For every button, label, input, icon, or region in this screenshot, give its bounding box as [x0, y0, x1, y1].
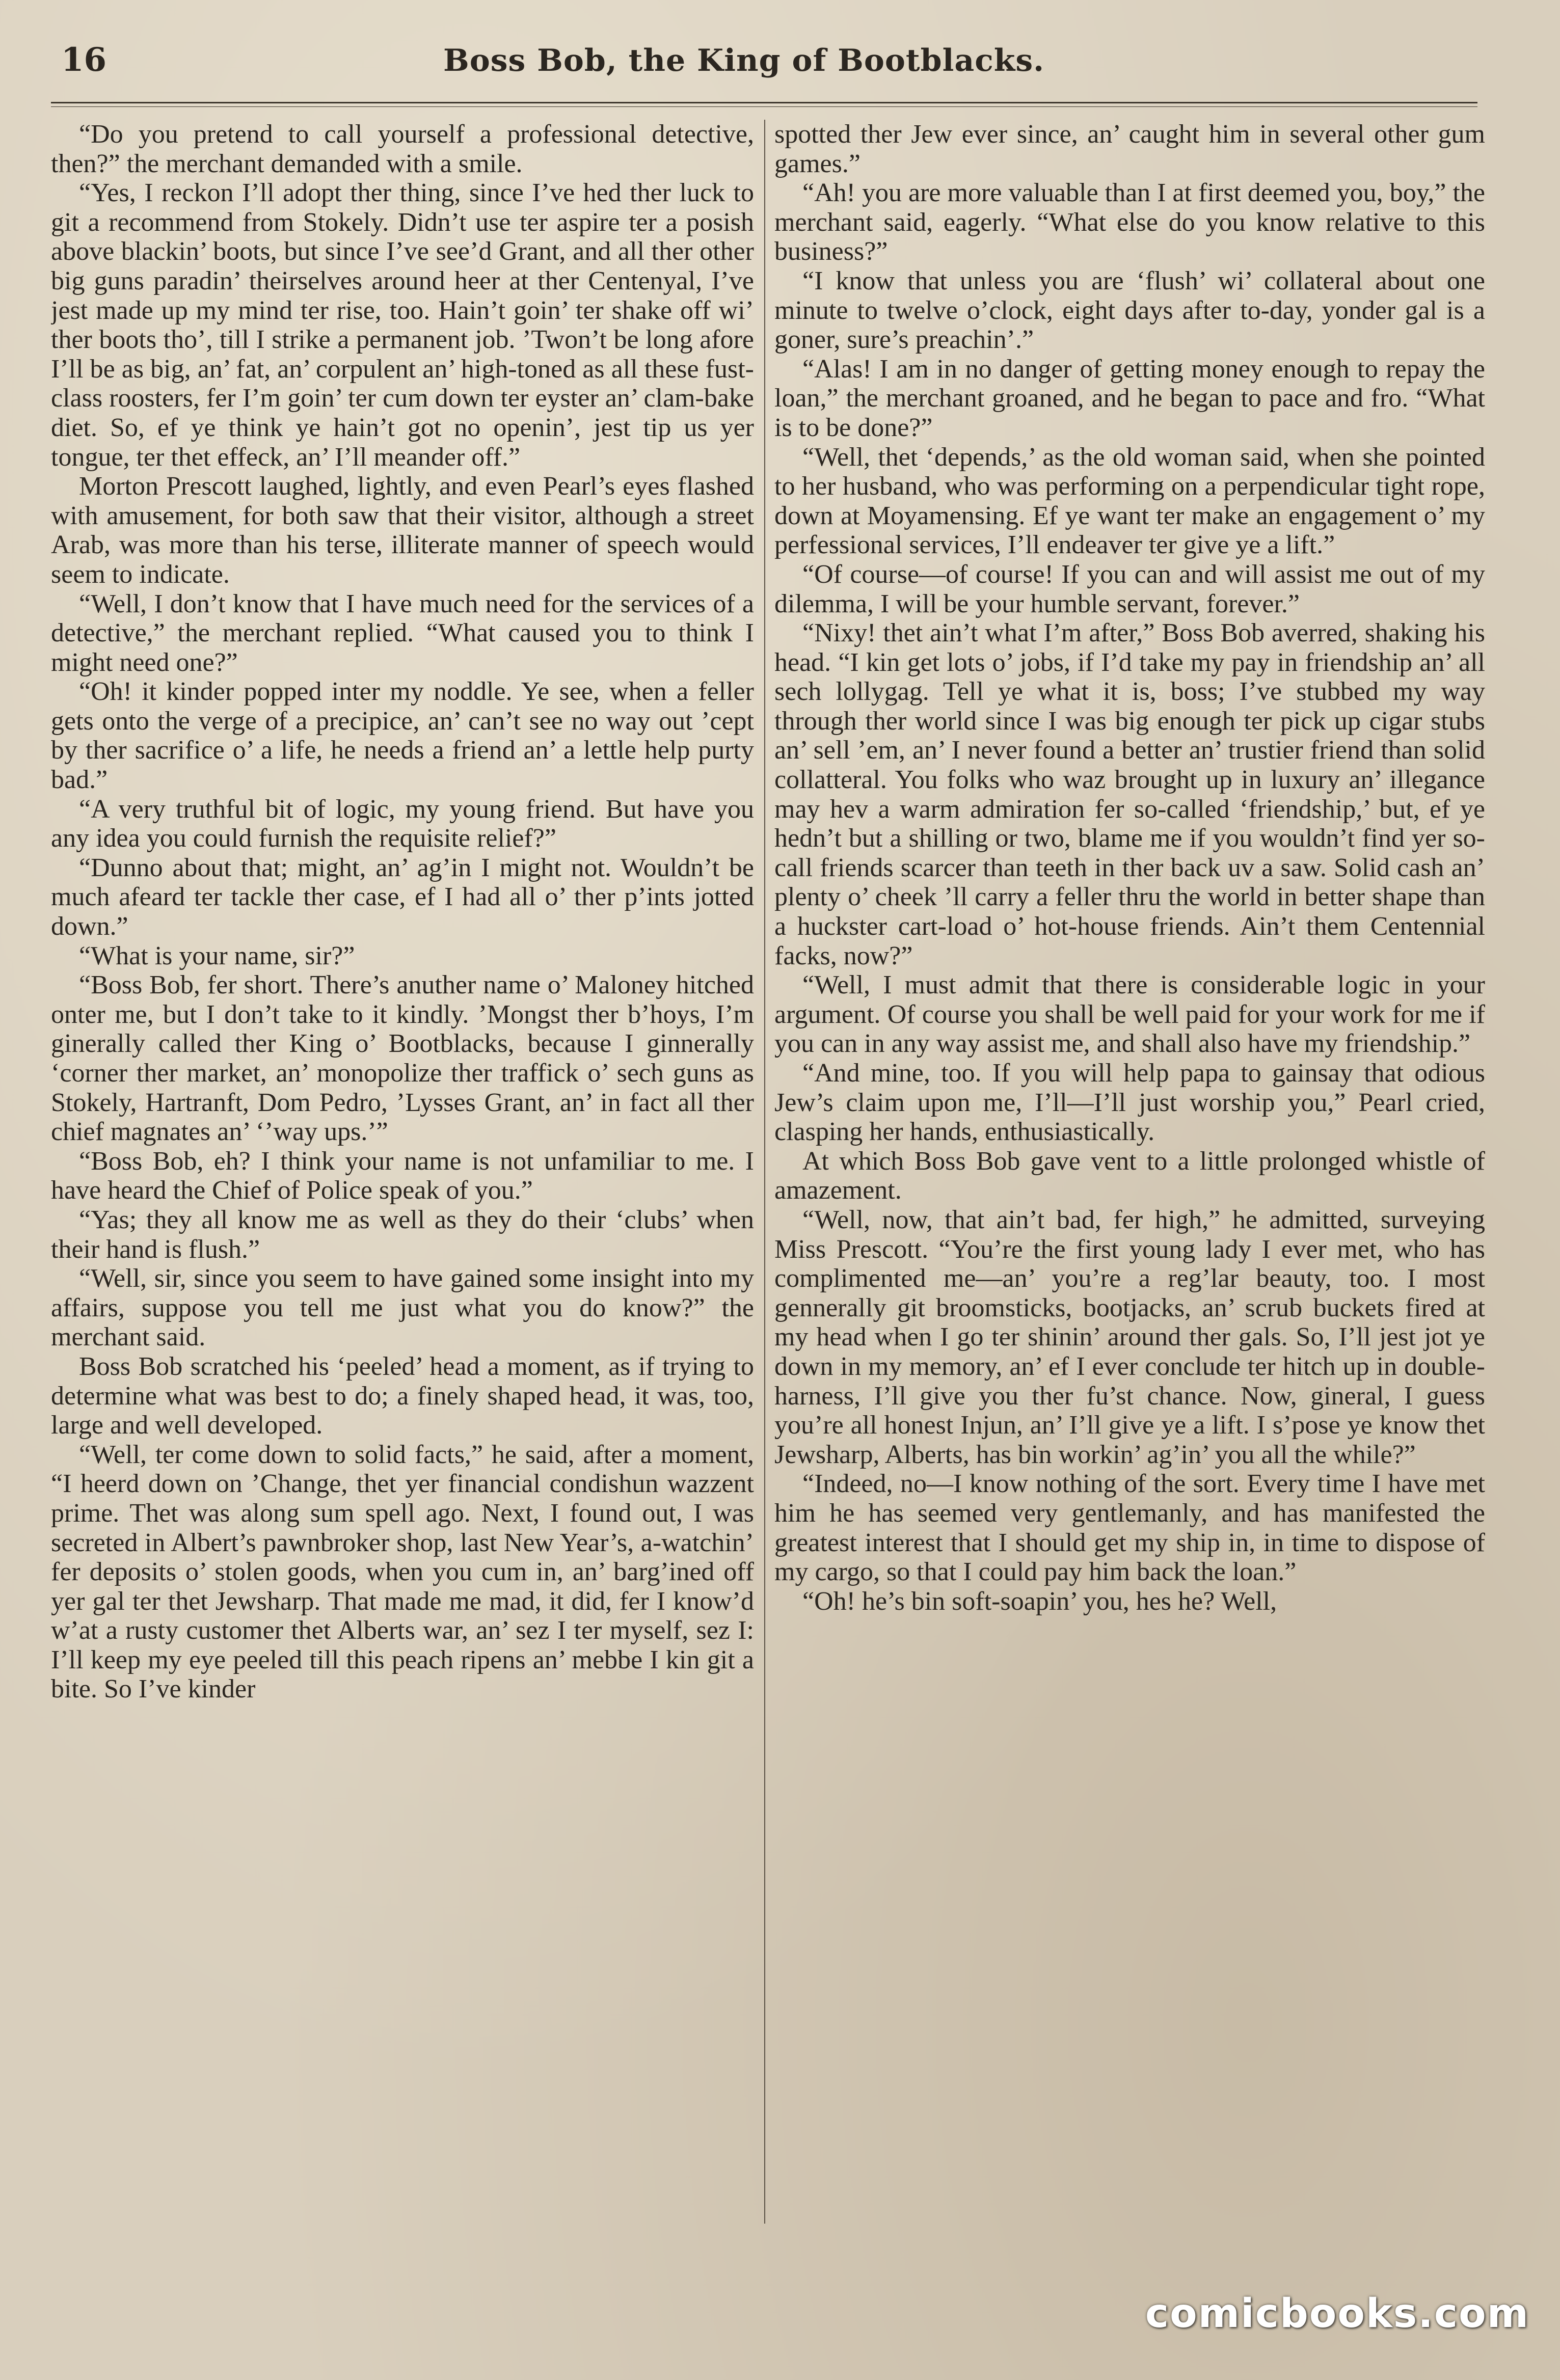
paragraph-continued: spotted ther Jew ever since, an’ caught him in several other gum games.”	[774, 120, 1485, 178]
paragraph: “Dunno about that; might, an’ ag’in I might not. Wouldn’t be much afeard ter tackle ther case, ef I had all o’ ther p’ints jotted down.”	[51, 853, 754, 941]
paragraph: “A very truthful bit of logic, my young friend. But have you any idea you could furnish the requisite relief?”	[51, 794, 754, 853]
paragraph: “Well, I don’t know that I have much need for the services of a detective,” the merchant replied. “What caused you to think I might need one?”	[51, 589, 754, 677]
paragraph: “What is your name, sir?”	[79, 941, 355, 970]
paragraph: “I know that unless you are ‘flush’ wi’ collateral about one minute to twelve o’clock, eight days after to-day, yonder gal is a goner, sure’s preachin’.”	[774, 266, 1485, 355]
paragraph: “Indeed, no—I know nothing of the sort. Every time I have met him he has seemed very gentlemanly, and has manifested the greatest interest that I should get my ship in, in time to dispose of my cargo, so that I could pay him back the loan.”	[774, 1469, 1485, 1587]
header-rule	[51, 102, 1477, 107]
paragraph: “Well, now, that ain’t bad, fer high,” he admitted, surveying Miss Prescott. “You’re the first young lady I ever met, who has complimented me—an’ you’re a reg’lar beauty, too. I most gennerally git broomsticks, bootjacks, an’ scrub buckets fired at my head when I go ter shinin’ around ther gals. So, I’ll jest jot ye down in my memory, an’ ef I ever conclude ter hitch up in double-harness, I’ll give you ther fu’st chance. Now, gineral, I guess you’re all honest Injun, an’ I’ll give ye a lift. I s’pose ye know thet Jewsharp, Alberts, has bin workin’ ag’in’ you all the while?”	[774, 1205, 1485, 1469]
paragraph: “Yas; they all know me as well as they do their ‘clubs’ when their hand is flush.”	[51, 1205, 754, 1264]
paragraph: “Boss Bob, fer short. There’s anuther name o’ Maloney hitched onter me, but I don’t take to it kindly. ’Mongst ther b’hoys, I’m ginerally called ther King o’ Bootblacks, because I ginnerally ‘corner ther market, an’ monopolize ther traffick o’ sech guns as Stokely, Hartranft, Dom Pedro, ’Lysses Grant, an’ in fact all ther chief magnates an’ ‘’way ups.’”	[51, 970, 754, 1147]
paragraph: “Do you pretend to call yourself a professional detective, then?” the merchant demanded with a smile.	[51, 120, 754, 178]
paragraph: “Ah! you are more valuable than I at first deemed you, boy,” the merchant said, eagerly. “What else do you know relative to this business?”	[774, 178, 1485, 266]
watermark: comicbooks.com	[1145, 2291, 1529, 2337]
left-column	[51, 120, 754, 2234]
paragraph: “Oh! he’s bin soft-soapin’ you, hes he? Well,	[802, 1586, 1277, 1616]
paragraph: “Of course—of course! If you can and will assist me out of my dilemma, I will be your humble servant, forever.”	[774, 559, 1485, 618]
paragraph: “Well, ter come down to solid facts,” he said, after a moment, “I heerd down on ’Change, thet yer financial condishun wazzent prime. Thet was along sum spell ago. Next, I found out, I was secreted in Albert’s pawnbroker shop, last New Year’s, a-watchin’ fer deposits o’ stolen goods, when you cum in, an’ barg’ined off yer gal ter thet Jewsharp. That made me mad, it did, fer I know’d w’at a rusty customer thet Alberts war, an’ sez I ter myself, sez I: I’ll keep my eye peeled till this peach ripens an’ mebbe I kin git a bite. So I’ve kinder	[51, 1440, 754, 1704]
paragraph: “Boss Bob, eh? I think your name is not unfamiliar to me. I have heard the Chief of Police speak of you.”	[51, 1146, 754, 1205]
paragraph: Morton Prescott laughed, lightly, and even Pearl’s eyes flashed with amusement, for both saw that their visitor, although a street Arab, was more than his terse, illiterate manner of speech would seem to indicate.	[51, 472, 754, 589]
page-header	[51, 36, 1477, 97]
column-divider	[764, 120, 765, 2224]
paragraph: “And mine, too. If you will help papa to gainsay that odious Jew’s claim upon me, I’ll—I’ll just worship you,” Pearl cried, clasping her hands, enthusiastically.	[774, 1059, 1485, 1147]
paragraph: “Well, I must admit that there is considerable logic in your argument. Of course you shall be well paid for your work for me if you can in any way assist me, and shall also have my friendship.”	[774, 970, 1485, 1059]
paragraph: “Well, sir, since you seem to have gained some insight into my affairs, suppose you tell me just what you do know?” the merchant said.	[51, 1264, 754, 1352]
paragraph: “Alas! I am in no danger of getting money enough to repay the loan,” the merchant groaned, and he began to pace and fro. “What is to be done?”	[774, 354, 1485, 442]
paragraph: “Oh! it kinder popped inter my noddle. Ye see, when a feller gets onto the verge of a precipice, an’ can’t see no way out ’cept by ther sacrifice o’ a life, he needs a friend an’ a lettle help purty bad.”	[51, 677, 754, 795]
page-number: 16	[61, 41, 107, 79]
paragraph: “Nixy! thet ain’t what I’m after,” Boss Bob averred, shaking his head. “I kin get lots o’ jobs, if I’d take my pay in friendship an’ all sech lollygag. Tell ye what it is, boss; I’ve stubbed my way through ther world since I was big enough ter pick up cigar stubs an’ sell ’em, an’ I never found a better an’ trustier friend than solid collatteral. You folks who waz brought up in luxury an’ illegance may hev a warm admiration fer so-called ‘friendship,’ but, ef ye hedn’t but a shilling or two, blame me if you wouldn’t find yer so-call friends scarcer than teeth in ther back uv a saw. Solid cash an’ plenty o’ cheek ’ll carry a feller thru the world in better shape than a huckster cart-load o’ hot-house friends. Ain’t them Centennial facks, now?”	[774, 618, 1485, 970]
paragraph: “Yes, I reckon I’ll adopt ther thing, since I’ve hed ther luck to git a recommend from Stokely. Didn’t use ter aspire ter a posish above blackin’ boots, but since I’ve see’d Grant, and all ther other big guns paradin’ theirselves around heer at ther Centenyal, I’ve jest made up my mind ter rise, too. Hain’t goin’ ter shake off wi’ ther boots tho’, till I strike a permanent job. ’Twon’t be long afore I’ll be as big, an’ fat, an’ corpulent an’ high-toned as all these fust-class roosters, fer I’m goin’ ter cum down ter eyster an’ clam-bake diet. So, ef ye think ye hain’t got no openin’, jest tip us yer tongue, ter thet effeck, an’ I’ll meander off.”	[51, 178, 754, 472]
paragraph: At which Boss Bob gave vent to a little prolonged whistle of amazement.	[774, 1146, 1485, 1205]
paragraph: “Well, thet ‘depends,’ as the old woman said, when she pointed to her husband, who was performing on a perpendicular tight rope, down at Moyamensing. Ef ye want ter make an engagement o’ my perfessional services, I’ll endeaver ter give ye a lift.”	[774, 442, 1485, 560]
paragraph: Boss Bob scratched his ‘peeled’ head a moment, as if trying to determine what was best to do; a finely shaped head, it was, too, large and well developed.	[51, 1351, 754, 1440]
running-title: Boss Bob, the King of Bootblacks.	[443, 43, 1045, 78]
right-column	[774, 120, 1485, 2234]
